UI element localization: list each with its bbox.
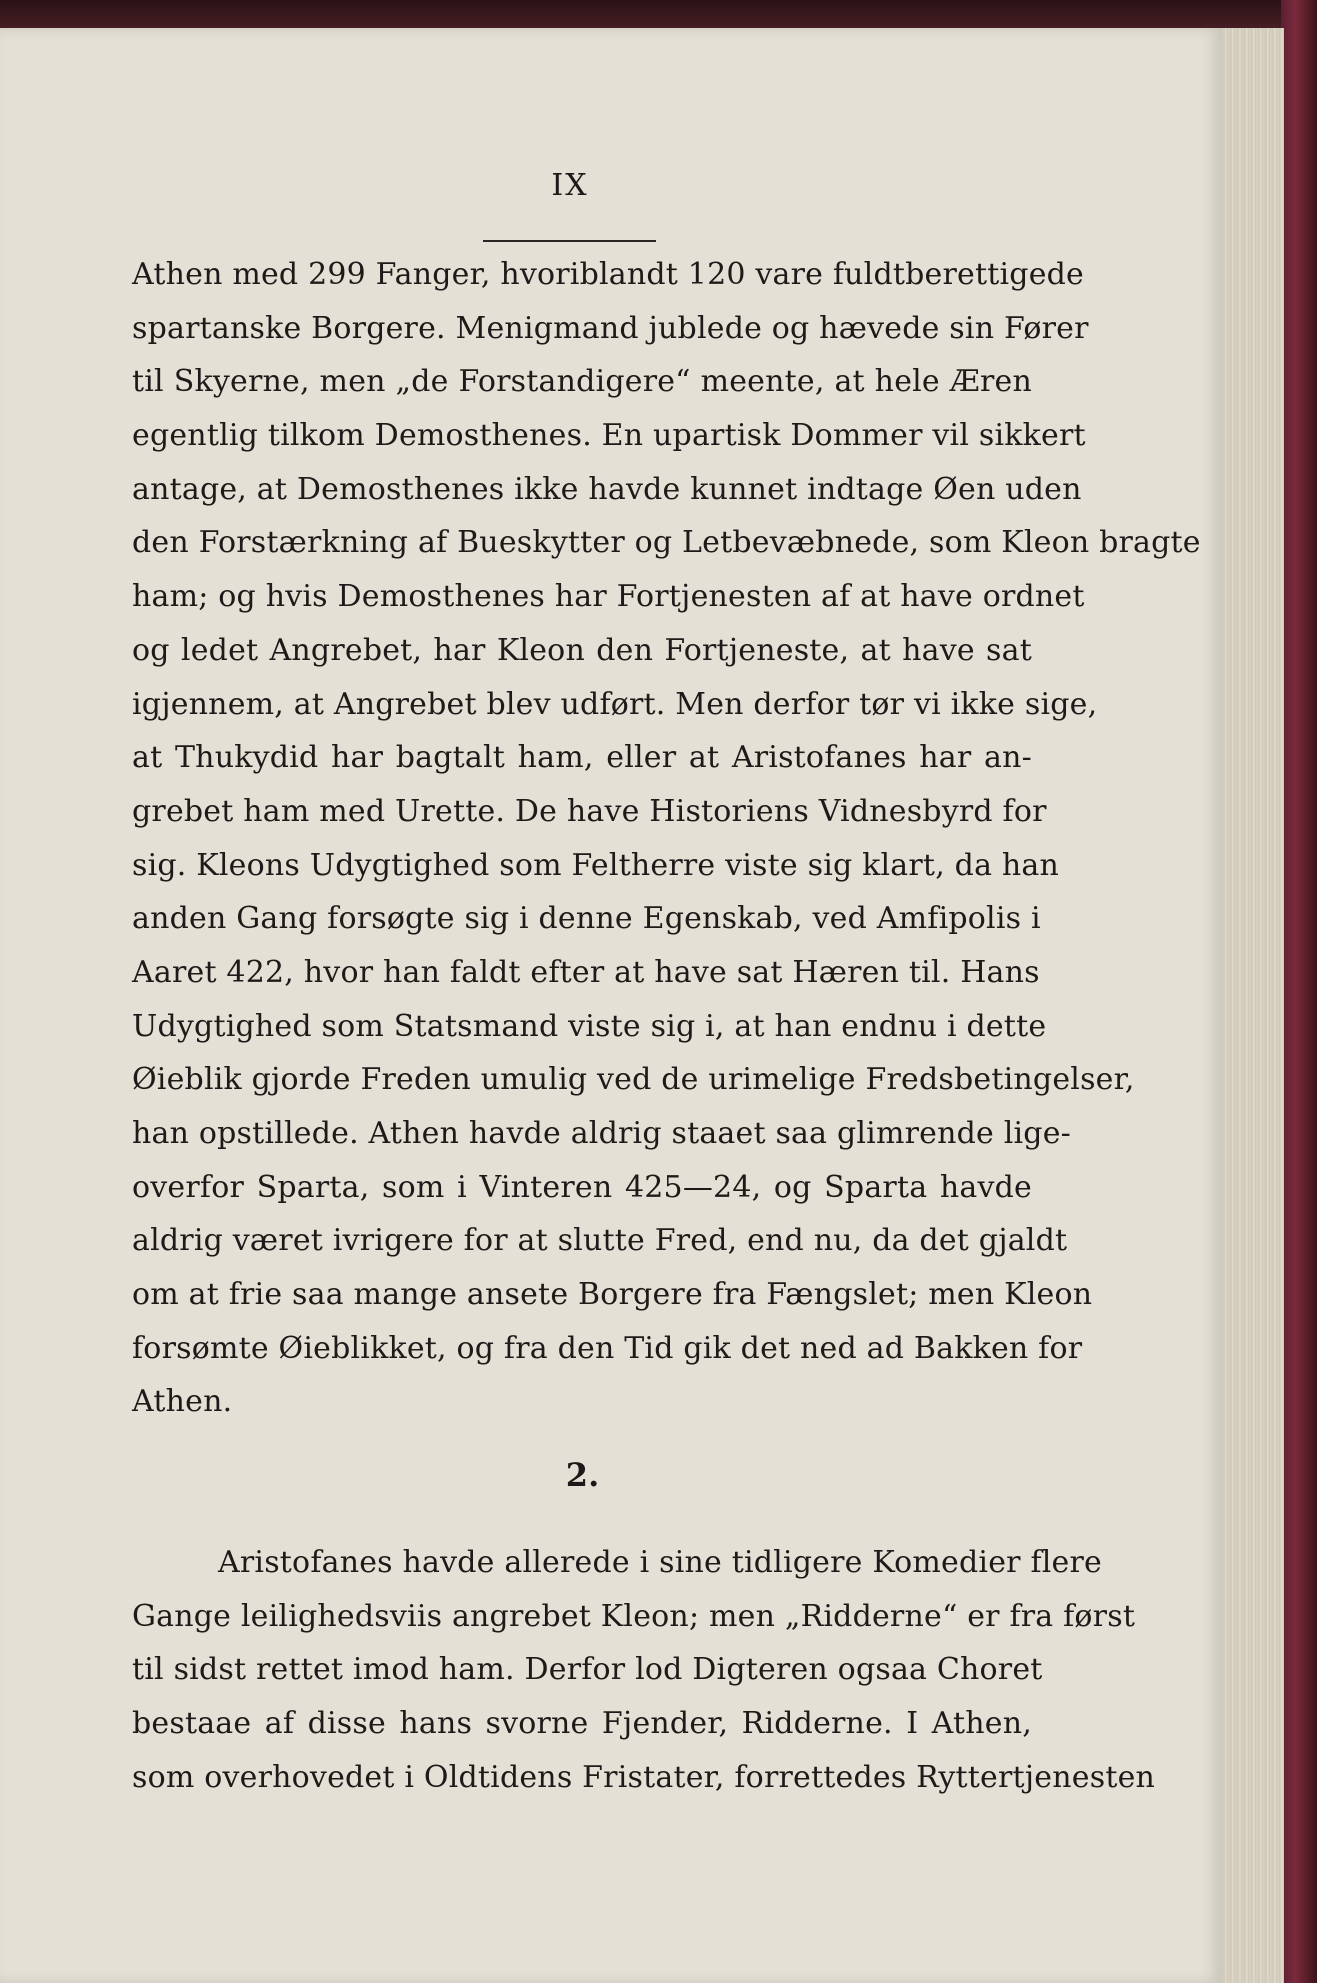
text-line: til sidst rettet imod ham. Derfor lod Digteren ogsaa Choret <box>132 1652 1043 1688</box>
text-line: at Thukydid har bagtalt ham, eller at Aristofanes har an- <box>132 740 1032 776</box>
paragraph-2 <box>132 1536 1156 1804</box>
page-number: IX <box>551 168 589 203</box>
text-line: den Forstærkning af Bueskytter og Letbevæbnede, som Kleon bragte <box>132 525 1201 561</box>
text-line: om at frie saa mange ansete Borgere fra Fængslet; men Kleon <box>132 1277 1093 1313</box>
text-line: Udygtighed som Statsmand viste sig i, at han endnu i dette <box>132 1008 1047 1044</box>
text-line: Aristofanes havde allerede i sine tidligere Komedier flere <box>218 1545 1102 1580</box>
text-line: ham; og hvis Demosthenes har Fortjenesten af at have ordnet <box>132 579 1085 615</box>
text-line: og ledet Angrebet, har Kleon den Fortjeneste, at have sat <box>132 632 1032 668</box>
text-line: anden Gang forsøgte sig i denne Egenskab, ved Amfipolis i <box>132 901 1041 937</box>
book-cover-spine <box>1281 0 1317 1983</box>
text-line: igjennem, at Angrebet blev udført. Men derfor tør vi ikke sige, <box>132 686 1098 722</box>
text-line: antage, at Demosthenes ikke havde kunnet indtage Øen uden <box>132 471 1082 507</box>
text-line: sig. Kleons Udygtighed som Feltherre viste sig klart, da han <box>132 847 1060 883</box>
paragraph-1 <box>132 248 1201 1429</box>
text-line: han opstillede. Athen havde aldrig staaet saa glimrende lige- <box>132 1116 1071 1151</box>
text-line: Gange leilighedsviis angrebet Kleon; men „Ridderne“ er fra først <box>132 1598 1136 1634</box>
book-page <box>0 28 1222 1983</box>
text-line: egentlig tilkom Demosthenes. En upartisk Dommer vil sikkert <box>132 418 1086 454</box>
text-line: Athen med 299 Fanger, hvoriblandt 120 vare fuldtberettigede <box>132 257 1085 292</box>
text-line: grebet ham med Urette. De have Historiens Vidnesbyrd for <box>132 793 1047 829</box>
text-line: spartanske Borgere. Menigmand jublede og hævede sin Fører <box>132 310 1089 346</box>
text-line: forsømte Øieblikket, og fra den Tid gik det ned ad Bakken for <box>132 1330 1083 1366</box>
text-line: overfor Sparta, som i Vinteren 425—24, og Sparta havde <box>132 1169 1032 1205</box>
text-line: til Skyerne, men „de Forstandigere“ meente, at hele Æren <box>132 364 1032 400</box>
header-rule <box>483 240 656 242</box>
text-line: bestaae af disse hans svorne Fjender, Ridderne. I Athen, <box>132 1706 1032 1742</box>
text-line: aldrig været ivrigere for at slutte Fred, end nu, da det gjaldt <box>132 1223 1068 1259</box>
page-edges <box>1214 28 1284 1983</box>
text-line: Athen. <box>132 1384 233 1420</box>
section-number: 2. <box>565 1456 600 1494</box>
text-line: Aaret 422, hvor han faldt efter at have sat Hæren til. Hans <box>132 954 1040 990</box>
text-line: som overhovedet i Oldtidens Fristater, forrettedes Ryttertjenesten <box>132 1759 1156 1795</box>
text-line: Øieblik gjorde Freden umulig ved de urimelige Fredsbetingelser, <box>132 1062 1135 1098</box>
